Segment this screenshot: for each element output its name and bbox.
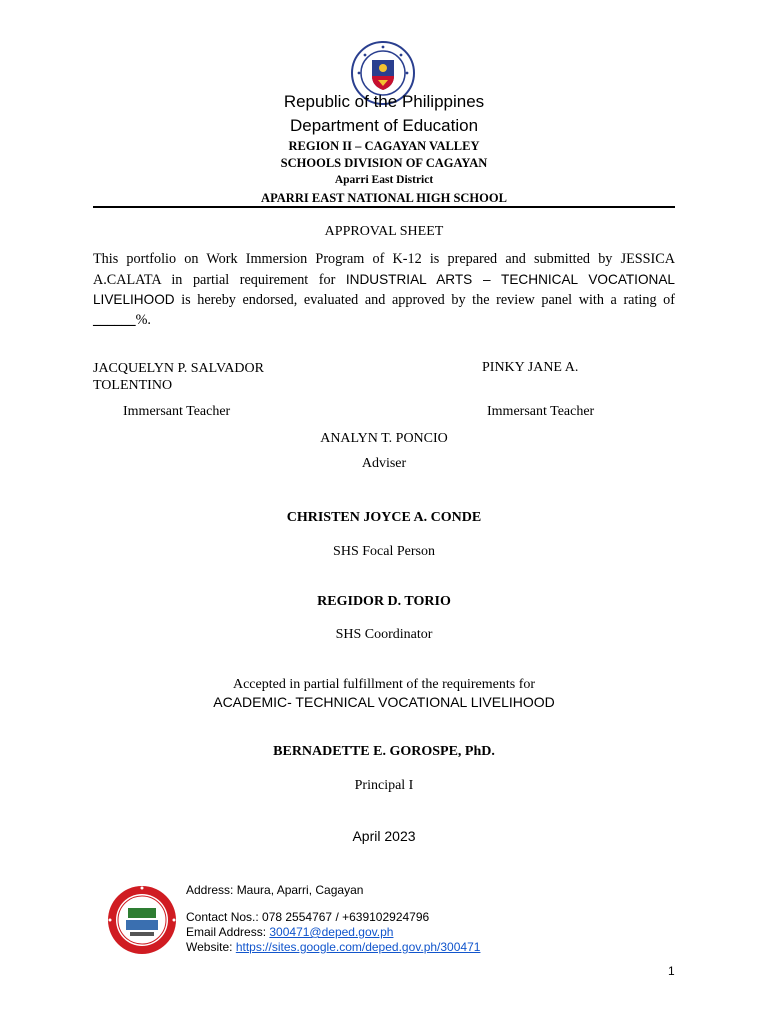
principal-role: Principal I bbox=[354, 778, 414, 793]
teacher2-name: PINKY JANE A. bbox=[482, 360, 579, 375]
adviser-role: Adviser bbox=[361, 456, 407, 471]
focal-person-role: SHS Focal Person bbox=[333, 544, 435, 559]
website-link[interactable]: https://sites.google.com/deped.gov.ph/300471 bbox=[235, 940, 481, 954]
footer-website bbox=[186, 940, 480, 955]
body-paragraph bbox=[93, 250, 675, 330]
website-label: Website: bbox=[186, 940, 236, 954]
district-heading: Aparri East District bbox=[334, 174, 434, 186]
footer-email bbox=[186, 925, 393, 940]
region-heading: REGION II – CAGAYAN VALLEY bbox=[288, 139, 480, 153]
body-text-2: is hereby endorsed, evaluated and approved by the review panel with a rating of bbox=[174, 292, 675, 308]
teacher2-role: Immersant Teacher bbox=[487, 404, 595, 419]
teacher1-name-line1: JACQUELYN P. SALVADOR bbox=[93, 361, 264, 376]
department-heading: Department of Education bbox=[289, 116, 479, 135]
page-number: 1 bbox=[668, 964, 675, 978]
footer-address: Address: Maura, Aparri, Cagayan bbox=[186, 883, 364, 897]
school-heading: APARRI EAST NATIONAL HIGH SCHOOL bbox=[261, 191, 507, 205]
teacher1-name bbox=[93, 360, 264, 394]
body-text-3: %. bbox=[135, 311, 151, 328]
header-divider bbox=[93, 206, 675, 208]
date-text: April 2023 bbox=[352, 828, 416, 844]
acceptance-line1: Accepted in partial fulfillment of the requirements for bbox=[232, 677, 536, 692]
teacher1-role: Immersant Teacher bbox=[123, 404, 231, 419]
strand-text: INDUSTRIAL ARTS – TECHNICAL VOCATIONAL LIVELIHOOD bbox=[93, 271, 675, 307]
focal-person-name: CHRISTEN JOYCE A. CONDE bbox=[286, 510, 482, 525]
acceptance-line2: ACADEMIC- TECHNICAL VOCATIONAL LIVELIHOOD bbox=[213, 694, 555, 710]
school-seal-logo bbox=[106, 884, 178, 956]
division-heading: SCHOOLS DIVISION OF CAGAYAN bbox=[280, 156, 488, 170]
principal-name: BERNADETTE E. GOROSPE, PhD. bbox=[273, 744, 495, 759]
adviser-name: ANALYN T. PONCIO bbox=[320, 431, 448, 446]
teacher1-name-line2: TOLENTINO bbox=[93, 378, 173, 393]
email-label: Email Address: bbox=[186, 925, 270, 939]
coordinator-name: REGIDOR D. TORIO bbox=[317, 594, 451, 609]
email-link[interactable]: 300471@deped.gov.ph bbox=[269, 925, 394, 939]
document-title: APPROVAL SHEET bbox=[324, 224, 444, 239]
body-text-1: This portfolio on Work Immersion Program of K-12 is prepared and submitted by JESSICA A.CALATA in partial requirement for bbox=[93, 251, 675, 288]
republic-heading: Republic of the Philippines bbox=[283, 92, 485, 111]
coordinator-role: SHS Coordinator bbox=[335, 627, 433, 642]
footer-contact: Contact Nos.: 078 2554767 / +639102924796 bbox=[186, 910, 430, 924]
rating-blank: ______ bbox=[93, 311, 136, 328]
